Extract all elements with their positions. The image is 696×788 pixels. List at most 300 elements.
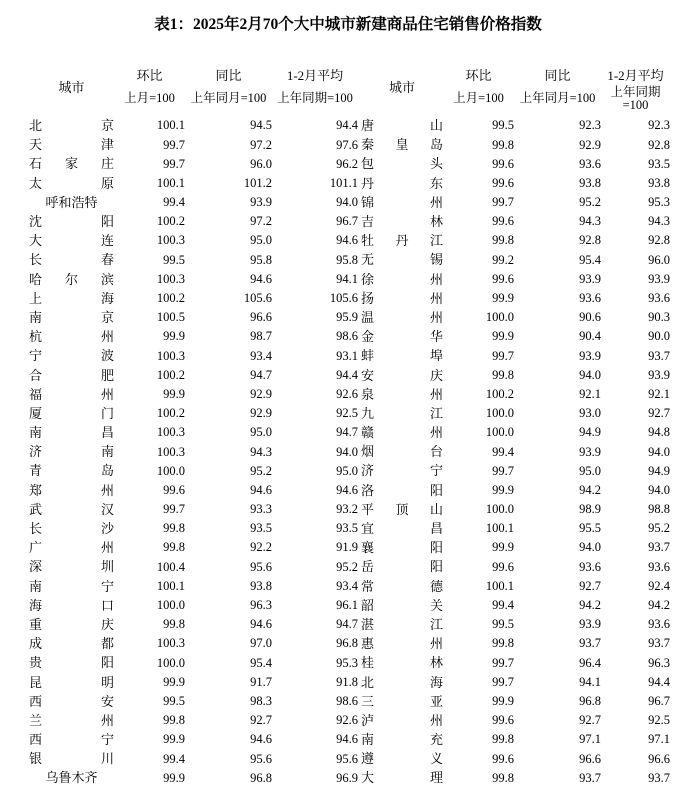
city-name-glyph: 锡 [429, 252, 443, 268]
city-name-glyph: 安 [100, 693, 114, 709]
cell-yoy-left: 94.6 [250, 482, 272, 497]
cell-avg-right: 93.6 [648, 291, 670, 306]
cell-avg-left: 94.1 [336, 271, 358, 286]
city-name [361, 503, 443, 516]
cell-avg-left: 93.2 [336, 502, 358, 517]
title-bar [0, 0, 696, 42]
city-name-glyph: 丹 [361, 175, 375, 191]
city-name-glyph: 韶 [361, 597, 375, 613]
city-name-glyph: 西 [29, 732, 43, 748]
city-name-glyph: 合 [29, 367, 43, 383]
cell-mom-left: 99.9 [163, 732, 185, 747]
city-name-glyph: 理 [429, 770, 443, 786]
city-name [29, 541, 114, 554]
cell-yoy-right: 90.4 [579, 329, 601, 344]
cell-avg-left: 93.1 [336, 348, 358, 363]
cell-city-left [29, 461, 114, 480]
cell-mom-left: 99.8 [163, 521, 185, 536]
cell-yoy-left: 93.9 [250, 195, 272, 210]
cell-avg-left: 95.0 [336, 463, 358, 478]
cell-city-left [29, 519, 114, 538]
cell-city-left [29, 634, 114, 653]
cell-mom-right: 99.6 [492, 751, 514, 766]
city-name-glyph: 温 [361, 309, 375, 325]
cell-avg-left: 95.9 [336, 310, 358, 325]
city-name-glyph: 皇 [395, 137, 409, 153]
city-name-glyph: 遵 [361, 751, 375, 767]
city-name [361, 138, 443, 151]
city-name [29, 388, 114, 401]
cell-mom-right: 100.0 [485, 310, 514, 325]
city-name-glyph: 州 [429, 712, 443, 728]
cell-yoy-right: 92.3 [579, 118, 601, 133]
city-name-glyph: 赣 [361, 425, 375, 441]
cell-yoy-left: 91.7 [250, 674, 272, 689]
cell-avg-right: 90.0 [648, 329, 670, 344]
city-name [29, 464, 114, 477]
column-subheader-mom-label: 上月=100 [453, 91, 504, 106]
cell-mom-right: 99.7 [492, 674, 514, 689]
cell-city-left [29, 557, 114, 576]
city-name-glyph: 秦 [361, 137, 375, 153]
cell-mom-right: 99.7 [492, 655, 514, 670]
cell-yoy-left: 97.0 [250, 636, 272, 651]
cell-avg-right: 93.7 [648, 770, 670, 785]
cell-city-left [29, 481, 114, 500]
city-name [361, 426, 443, 439]
cell-yoy-left: 94.6 [250, 732, 272, 747]
cell-yoy-left: 96.8 [250, 770, 272, 785]
page-title: 表1：2025年2月70个大中城市新建商品住宅销售价格指数 [154, 16, 542, 33]
city-name [361, 196, 443, 209]
city-name-glyph: 郑 [29, 482, 43, 498]
city-name-glyph: 哈 [29, 271, 43, 287]
cell-city-left [29, 193, 114, 212]
city-name-glyph: 京 [100, 309, 114, 325]
city-name-glyph: 华 [429, 329, 443, 345]
cell-avg-right: 94.0 [648, 482, 670, 497]
column-subheader-yoy-left [185, 86, 272, 111]
cell-city-left [29, 500, 114, 519]
table-row [29, 270, 670, 289]
city-name-glyph: 原 [100, 175, 114, 191]
column-gap [358, 86, 361, 111]
city-name-glyph: 吉 [361, 214, 375, 230]
cell-city-left [29, 404, 114, 423]
city-name [361, 177, 443, 190]
cell-mom-left: 99.7 [163, 502, 185, 517]
cell-mom-left: 100.1 [156, 578, 185, 593]
cell-yoy-right: 92.7 [579, 578, 601, 593]
cell-city-right [361, 404, 443, 423]
cell-mom-left: 100.2 [156, 367, 185, 382]
cell-city-right [361, 346, 443, 365]
cell-yoy-right: 90.6 [579, 310, 601, 325]
city-name-glyph: 广 [29, 540, 43, 556]
city-name-glyph: 州 [429, 271, 443, 287]
cell-yoy-right: 93.9 [579, 348, 601, 363]
cell-avg-right: 96.6 [648, 751, 670, 766]
cell-avg-left: 98.6 [336, 329, 358, 344]
column-header-yoy-left [185, 64, 272, 86]
city-name-glyph: 江 [429, 405, 443, 421]
cell-yoy-left: 97.2 [250, 137, 272, 152]
cell-city-right [361, 615, 443, 634]
city-name-glyph: 滨 [100, 271, 114, 287]
table-row [29, 577, 670, 596]
column-subheader-avg-label: 上年同期=100 [277, 91, 353, 106]
table-row [29, 385, 670, 404]
cell-city-left [29, 327, 114, 346]
column-subheader-avg-left [272, 86, 358, 111]
cell-yoy-left: 95.6 [250, 751, 272, 766]
cell-yoy-right: 98.9 [579, 502, 601, 517]
city-name [29, 253, 114, 266]
cell-yoy-left: 96.3 [250, 598, 272, 613]
cell-yoy-left: 95.0 [250, 233, 272, 248]
city-name [29, 369, 114, 382]
cell-yoy-left: 96.0 [250, 156, 272, 171]
cell-avg-left: 94.0 [336, 444, 358, 459]
cell-mom-left: 99.4 [163, 751, 185, 766]
cell-avg-right: 93.7 [648, 636, 670, 651]
city-name-glyph: 京 [100, 118, 114, 134]
city-name-glyph: 都 [100, 636, 114, 652]
cell-city-left [29, 672, 114, 691]
cell-avg-right: 92.4 [648, 578, 670, 593]
table-row [29, 749, 670, 768]
cell-mom-left: 100.2 [156, 291, 185, 306]
table-header-row-primary [29, 64, 670, 86]
city-name [361, 407, 443, 420]
table-row [29, 634, 670, 653]
city-name-glyph: 昌 [100, 425, 114, 441]
city-name-glyph: 南 [29, 578, 43, 594]
city-name-glyph: 大 [29, 233, 43, 249]
city-name-glyph: 扬 [361, 290, 375, 306]
column-header-avg-right [601, 64, 670, 86]
cell-yoy-left: 94.6 [250, 271, 272, 286]
city-name-glyph: 宁 [100, 732, 114, 748]
city-name [361, 253, 443, 266]
cell-avg-left: 94.6 [336, 732, 358, 747]
city-name [361, 637, 443, 650]
cell-mom-left: 99.9 [163, 674, 185, 689]
city-name [29, 215, 114, 228]
cell-city-right [361, 481, 443, 500]
cell-avg-right: 92.1 [648, 386, 670, 401]
city-name-glyph: 连 [100, 233, 114, 249]
city-name-glyph: 海 [429, 674, 443, 690]
cell-yoy-right: 92.7 [579, 713, 601, 728]
city-name-glyph: 无 [361, 252, 375, 268]
city-name-glyph: 庄 [100, 156, 114, 172]
column-subheader-mom-label: 上月=100 [124, 91, 175, 106]
column-header-mom-label: 环比 [465, 67, 492, 83]
cell-city-left [29, 231, 114, 250]
city-name [361, 676, 443, 689]
cell-city-right [361, 270, 443, 289]
cell-city-left [29, 730, 114, 749]
cell-city-left [29, 270, 114, 289]
cell-city-left [29, 596, 114, 615]
city-name-glyph: 州 [429, 194, 443, 210]
cell-yoy-right: 94.9 [579, 425, 601, 440]
cell-city-right [361, 193, 443, 212]
city-name-glyph: 洛 [361, 482, 375, 498]
cell-mom-left: 99.9 [163, 386, 185, 401]
cell-mom-left: 99.9 [163, 329, 185, 344]
city-name [361, 119, 443, 132]
city-name-glyph: 山 [429, 501, 443, 517]
city-name-glyph: 九 [361, 405, 375, 421]
cell-avg-left: 94.4 [336, 367, 358, 382]
city-name-glyph: 津 [100, 137, 114, 153]
cell-city-right [361, 365, 443, 384]
cell-city-right [361, 116, 443, 135]
cell-city-right [361, 749, 443, 768]
city-name-glyph: 关 [429, 597, 443, 613]
city-name-glyph: 尔 [64, 271, 78, 287]
city-name-glyph: 阳 [429, 540, 443, 556]
city-name [361, 292, 443, 305]
city-name-glyph: 岛 [100, 463, 114, 479]
city-name-glyph: 家 [64, 156, 78, 172]
city-name-glyph: 特 [84, 194, 98, 210]
cell-yoy-right: 94.3 [579, 214, 601, 229]
city-name-glyph: 安 [361, 367, 375, 383]
cell-yoy-left: 92.9 [250, 386, 272, 401]
column-header-mom-label: 环比 [136, 67, 163, 83]
cell-yoy-left: 94.5 [250, 118, 272, 133]
city-name-glyph: 沈 [29, 214, 43, 230]
city-name-glyph: 圳 [100, 559, 114, 575]
cell-avg-left: 93.5 [336, 521, 358, 536]
city-name-glyph: 宜 [361, 521, 375, 537]
cell-mom-left: 99.8 [163, 617, 185, 632]
cell-mom-right: 99.5 [492, 617, 514, 632]
cell-city-left [29, 538, 114, 557]
city-name-glyph: 宁 [29, 348, 43, 364]
cell-mom-right: 99.8 [492, 137, 514, 152]
cell-city-right [361, 385, 443, 404]
cell-avg-left: 93.4 [336, 578, 358, 593]
cell-mom-left: 100.1 [156, 118, 185, 133]
city-name [29, 445, 114, 458]
cell-avg-left: 96.9 [336, 770, 358, 785]
cell-yoy-right: 95.4 [579, 252, 601, 267]
cell-mom-right: 99.6 [492, 175, 514, 190]
city-name-glyph: 湛 [361, 616, 375, 632]
city-name [361, 656, 443, 669]
cell-avg-right: 96.3 [648, 655, 670, 670]
cell-mom-right: 99.7 [492, 348, 514, 363]
cell-yoy-left: 101.2 [243, 175, 272, 190]
table-row [29, 154, 670, 173]
cell-avg-left: 95.6 [336, 751, 358, 766]
city-name-glyph: 阳 [429, 559, 443, 575]
table-row [29, 653, 670, 672]
cell-city-left [29, 653, 114, 672]
city-name-glyph: 州 [429, 636, 443, 652]
city-name-glyph: 蚌 [361, 348, 375, 364]
cell-city-right [361, 634, 443, 653]
city-name-glyph: 木 [71, 770, 85, 786]
column-header-yoy-label: 同比 [215, 67, 242, 83]
city-name [361, 157, 443, 170]
city-name-glyph: 济 [361, 463, 375, 479]
city-name [29, 177, 114, 190]
cell-mom-left: 100.1 [156, 175, 185, 190]
cell-city-left [29, 250, 114, 269]
cell-mom-right: 99.9 [492, 693, 514, 708]
city-name [361, 330, 443, 343]
cell-mom-right: 99.7 [492, 195, 514, 210]
table-row [29, 692, 670, 711]
city-name [361, 580, 443, 593]
city-name-glyph: 泸 [361, 712, 375, 728]
cell-mom-left: 99.7 [163, 137, 185, 152]
city-name-glyph: 山 [429, 118, 443, 134]
cell-mom-right: 100.0 [485, 406, 514, 421]
cell-mom-left: 99.8 [163, 540, 185, 555]
cell-city-right [361, 730, 443, 749]
cell-yoy-left: 97.2 [250, 214, 272, 229]
cell-yoy-left: 95.4 [250, 655, 272, 670]
cell-city-left [29, 692, 114, 711]
cell-city-right [361, 231, 443, 250]
cell-city-right [361, 461, 443, 480]
cell-yoy-right: 94.2 [579, 482, 601, 497]
price-index-table [29, 64, 670, 788]
cell-mom-left: 99.7 [163, 156, 185, 171]
cell-mom-left: 99.9 [163, 770, 185, 785]
cell-yoy-left: 95.2 [250, 463, 272, 478]
cell-yoy-left: 92.2 [250, 540, 272, 555]
city-name [29, 714, 114, 727]
city-name-glyph: 明 [100, 674, 114, 690]
city-name [29, 618, 114, 631]
cell-mom-right: 100.0 [485, 502, 514, 517]
column-header-avg-left [272, 64, 358, 86]
city-name [361, 311, 443, 324]
city-name-glyph: 顶 [395, 501, 409, 517]
cell-city-right [361, 557, 443, 576]
cell-yoy-left: 98.3 [250, 693, 272, 708]
cell-city-right [361, 174, 443, 193]
cell-avg-left: 98.6 [336, 693, 358, 708]
cell-avg-right: 92.7 [648, 406, 670, 421]
cell-avg-left: 92.6 [336, 386, 358, 401]
cell-mom-left: 100.3 [156, 233, 185, 248]
cell-yoy-right: 95.0 [579, 463, 601, 478]
city-name-glyph: 桂 [361, 655, 375, 671]
table-row [29, 250, 670, 269]
cell-mom-right: 99.6 [492, 156, 514, 171]
column-header-yoy-right [514, 64, 601, 86]
cell-yoy-right: 92.8 [579, 233, 601, 248]
city-name [29, 196, 114, 209]
cell-yoy-left: 95.0 [250, 425, 272, 440]
cell-city-right [361, 596, 443, 615]
cell-city-left [29, 577, 114, 596]
city-name-glyph: 州 [429, 386, 443, 402]
table-row [29, 135, 670, 154]
city-name-glyph: 德 [429, 578, 443, 594]
city-name [29, 771, 114, 784]
city-name-glyph: 武 [29, 501, 43, 517]
cell-mom-right: 99.6 [492, 271, 514, 286]
cell-yoy-left: 95.6 [250, 559, 272, 574]
city-name-glyph: 鲁 [58, 770, 72, 786]
city-name-glyph: 南 [29, 425, 43, 441]
cell-city-right [361, 442, 443, 461]
cell-yoy-right: 95.2 [579, 195, 601, 210]
city-name [29, 330, 114, 343]
cell-mom-right: 99.9 [492, 540, 514, 555]
cell-yoy-right: 93.9 [579, 271, 601, 286]
cell-yoy-left: 94.6 [250, 617, 272, 632]
cell-yoy-right: 93.8 [579, 175, 601, 190]
table-row [29, 346, 670, 365]
cell-avg-right: 96.0 [648, 252, 670, 267]
cell-mom-right: 99.8 [492, 233, 514, 248]
cell-city-left [29, 423, 114, 442]
cell-avg-left: 94.7 [336, 425, 358, 440]
city-name [361, 388, 443, 401]
city-name [361, 464, 443, 477]
table-row [29, 231, 670, 250]
city-name [361, 349, 443, 362]
city-name [29, 522, 114, 535]
cell-avg-left: 95.2 [336, 559, 358, 574]
city-name [361, 522, 443, 535]
cell-avg-right: 98.8 [648, 502, 670, 517]
table-row [29, 212, 670, 231]
city-name [361, 618, 443, 631]
city-name-glyph: 州 [429, 309, 443, 325]
city-name [361, 714, 443, 727]
city-name [29, 637, 114, 650]
column-header-mom-right [443, 64, 514, 86]
city-name-glyph: 沙 [100, 521, 114, 537]
table-row [29, 538, 670, 557]
cell-avg-right: 95.3 [648, 195, 670, 210]
cell-avg-left: 105.6 [329, 291, 358, 306]
cell-mom-left: 100.4 [156, 559, 185, 574]
cell-avg-left: 97.6 [336, 137, 358, 152]
cell-city-left [29, 289, 114, 308]
city-name-glyph: 贵 [29, 655, 43, 671]
cell-city-left [29, 308, 114, 327]
table-row [29, 768, 670, 787]
city-name [361, 541, 443, 554]
cell-mom-right: 99.4 [492, 444, 514, 459]
city-name [361, 234, 443, 247]
column-header-avg-label: 1-2月平均 [607, 67, 664, 83]
city-name-glyph: 州 [100, 329, 114, 345]
cell-avg-right: 94.8 [648, 425, 670, 440]
cell-mom-right: 99.4 [492, 598, 514, 613]
city-name-glyph: 阳 [100, 655, 114, 671]
cell-city-left [29, 212, 114, 231]
city-name [361, 733, 443, 746]
city-name-glyph: 南 [100, 444, 114, 460]
city-name-glyph: 太 [29, 175, 43, 191]
table-row [29, 730, 670, 749]
cell-yoy-right: 95.5 [579, 521, 601, 536]
cell-avg-left: 92.6 [336, 713, 358, 728]
